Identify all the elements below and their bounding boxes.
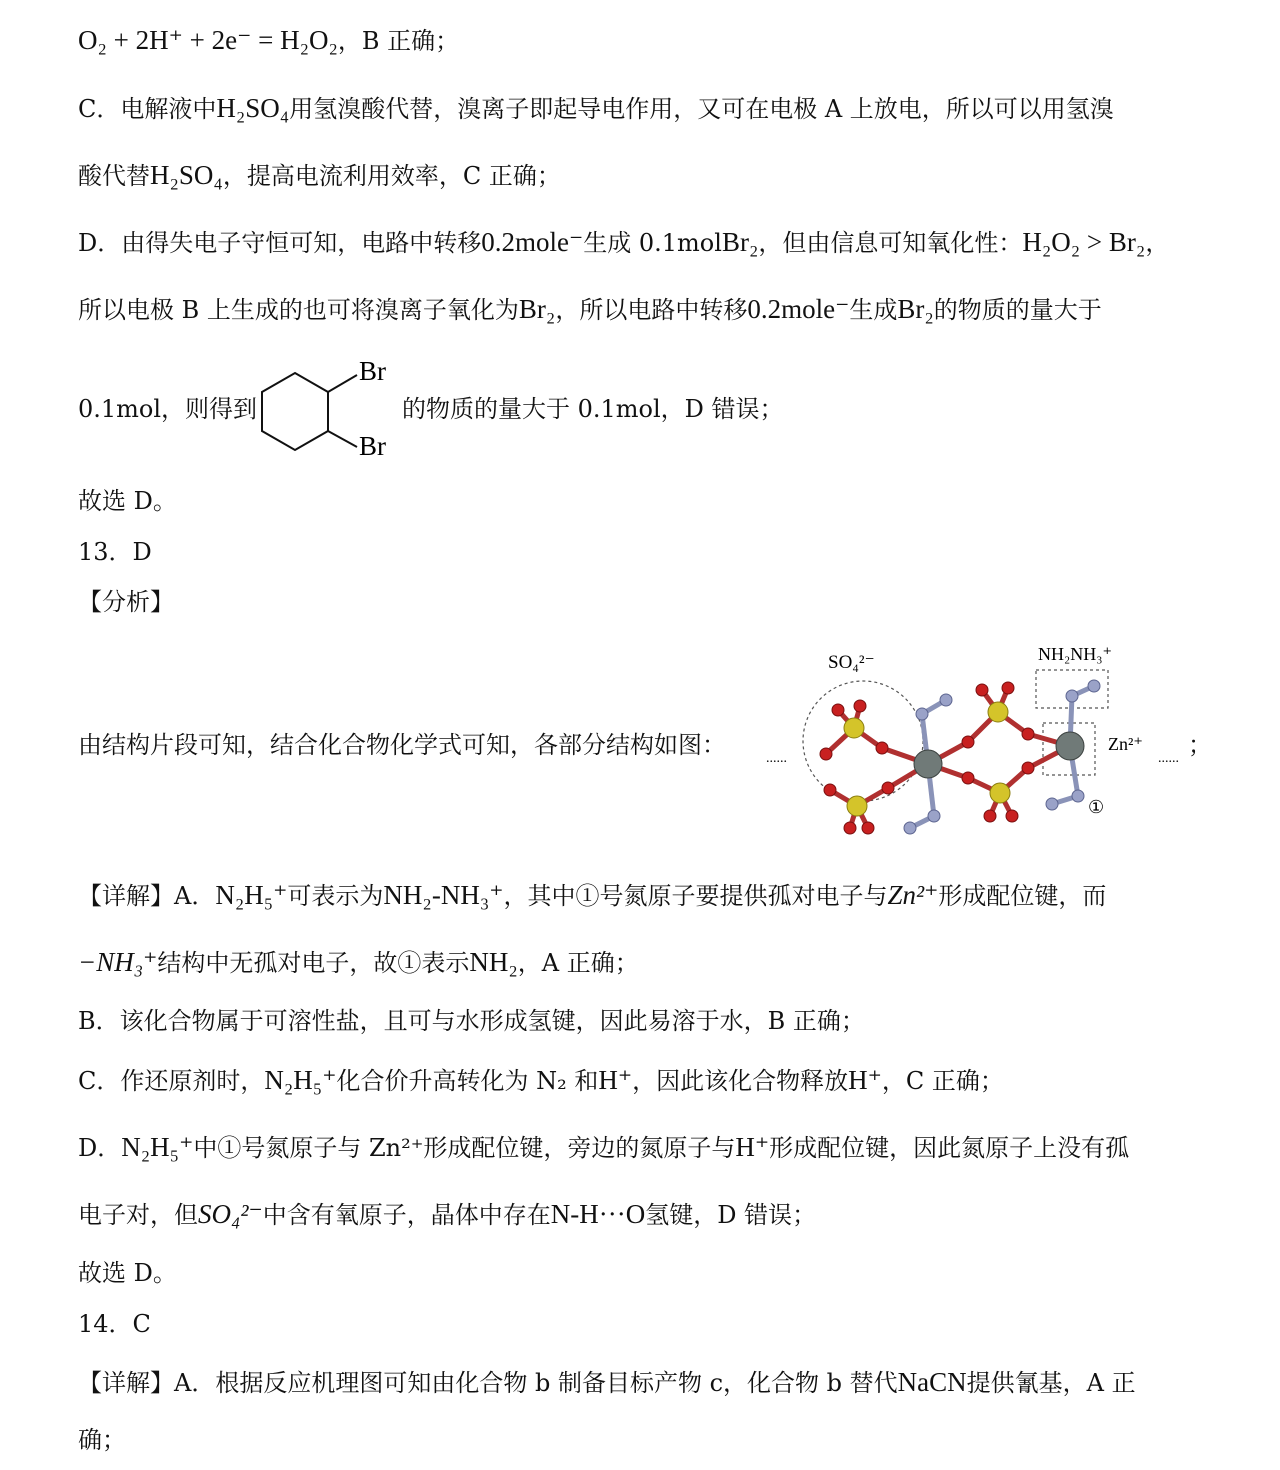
formula-h2so4: H₂SO₄ xyxy=(216,93,290,123)
text-span: 可表示为 xyxy=(287,882,384,910)
text-line-15 xyxy=(78,1131,1129,1164)
dibromocyclohexane-structure xyxy=(255,355,400,465)
formula-hydrogen-bond: N-H···O xyxy=(550,1199,646,1229)
text-span: 中①号氮原子与 Zn²⁺形成配位键，旁边的氮原子与 xyxy=(193,1134,736,1162)
crystal-structure-figure xyxy=(760,638,1180,850)
text-span: 【详解】A． xyxy=(78,882,216,910)
formula-so4: SO₄²⁻ xyxy=(198,1199,263,1229)
text-span: B．该化合物属于可溶性盐，且可与水形成氢键，因此易溶于水，B 正确； xyxy=(78,1007,865,1035)
text-span: 氢键，D 错误； xyxy=(645,1201,817,1229)
text-span: ，因此该化合物释放 xyxy=(632,1067,849,1095)
text-line-11 xyxy=(78,879,1106,912)
text-line-10 xyxy=(78,729,726,761)
text-line-14 xyxy=(78,1064,1004,1097)
formula-nh3plus: −NH₃⁺ xyxy=(78,947,158,977)
text-line-7 xyxy=(78,485,177,517)
analysis-heading xyxy=(78,586,174,618)
formula-h2so4: H₂SO₄ xyxy=(150,160,223,190)
text-span: ，A 正确； xyxy=(517,949,639,977)
text-span: 0.1mol，则得到 xyxy=(78,395,258,423)
zn-label: Zn²⁺ xyxy=(1108,734,1143,754)
text-line-5 xyxy=(78,293,1102,326)
text-line-4 xyxy=(78,226,1169,259)
text-span: 用氢溴酸代替，溴离子即起导电作用，又可在电极 A 上放电，所以可以用氢溴 xyxy=(289,95,1114,123)
formula-hplus: H⁺ xyxy=(848,1065,882,1095)
dots-left: ...... xyxy=(766,751,787,766)
formula-oxidizing-order: H₂O₂ > Br₂ xyxy=(1022,227,1146,257)
text-span: 提供氰基，A 正 xyxy=(966,1369,1136,1397)
text-span: 14．C xyxy=(78,1310,151,1338)
text-span: 13．D xyxy=(78,538,152,566)
text-span: 生成 0.1mol xyxy=(583,229,722,257)
text-span: ，C 正确； xyxy=(881,1067,1004,1095)
text-line-1 xyxy=(78,24,459,57)
equation-o2-reduction: O₂ + 2H⁺ + 2e⁻ = H₂O₂ xyxy=(78,25,338,55)
dots-right: ...... xyxy=(1158,751,1179,766)
text-span: D． xyxy=(78,1134,122,1162)
text-line-2 xyxy=(78,92,1114,125)
text-span: ； xyxy=(1188,731,1212,759)
text-span: ， xyxy=(1145,229,1170,257)
bromine-label-bottom: Br xyxy=(359,431,386,461)
text-span: 故选 D。 xyxy=(78,487,177,515)
text-span: 的物质的量大于 xyxy=(933,296,1102,324)
text-span: ，B 正确； xyxy=(337,27,460,55)
text-span: 【详解】A．根据反应机理图可知由化合物 b 制备目标产物 c，化合物 b 替代 xyxy=(78,1369,898,1397)
text-span: 化合价升高转化为 N₂ 和 xyxy=(336,1067,599,1095)
formula-electrons: 0.2mole⁻ xyxy=(481,227,584,257)
text-span: ，提高电流利用效率，C 正确； xyxy=(222,162,561,190)
text-span: 由结构片段可知，结合化合物化学式可知，各部分结构如图： xyxy=(78,731,726,759)
so4-dashed-circle xyxy=(803,681,923,801)
text-line-19 xyxy=(78,1366,1136,1399)
text-span: D．由得失电子守恒可知，电路中转移 xyxy=(78,229,482,257)
text-span: 的物质的量大于 0.1mol，D 错误； xyxy=(402,395,784,423)
text-span: 故选 D。 xyxy=(78,1259,177,1287)
formula-br2: Br₂ xyxy=(518,294,556,324)
nh2nh3-label: NH₂NH₃⁺ xyxy=(1038,644,1113,664)
text-line-6 xyxy=(78,393,257,425)
bond-br-top xyxy=(328,375,357,392)
text-line-16 xyxy=(78,1198,816,1231)
text-span: C．作还原剂时， xyxy=(78,1067,265,1095)
text-span: ，其中①号氮原子要提供孤对电子与 xyxy=(503,882,888,910)
text-span: ，但由信息可知氧化性： xyxy=(758,229,1023,257)
text-line-17 xyxy=(78,1257,177,1289)
text-line-3 xyxy=(78,159,561,192)
text-span: ，所以电路中转移 xyxy=(555,296,748,324)
text-span: 结构中无孤对电子，故①表示 xyxy=(157,949,470,977)
bond-br-bottom xyxy=(328,431,357,447)
formula-hplus: H⁺ xyxy=(598,1065,633,1095)
text-span: 形成配位键，而 xyxy=(938,882,1107,910)
question-14-answer xyxy=(78,1308,151,1340)
site-one-label: ① xyxy=(1088,797,1105,817)
text-span: 【分析】 xyxy=(78,588,174,616)
so4-label: SO₄²⁻ xyxy=(828,652,875,673)
text-span: 电子对，但 xyxy=(78,1201,198,1229)
formula-n2h5: N₂H₅⁺ xyxy=(215,880,288,910)
text-span: 中含有氧原子，晶体中存在 xyxy=(262,1201,551,1229)
text-span: 生成 xyxy=(849,296,898,324)
formula-br2: Br₂ xyxy=(897,294,934,324)
text-span: 形成配位键，因此氮原子上没有孤 xyxy=(769,1134,1130,1162)
text-line-6b xyxy=(402,393,784,425)
cyclohexane-ring xyxy=(262,373,328,450)
formula-nacn: NaCN xyxy=(897,1367,967,1397)
text-line-10-end xyxy=(1188,729,1212,761)
bromine-label-top: Br xyxy=(359,356,386,386)
text-line-12 xyxy=(78,946,639,979)
text-span: C．电解液中 xyxy=(78,95,217,123)
formula-n2h5: N₂H₅⁺ xyxy=(264,1065,337,1095)
text-line-20 xyxy=(78,1424,126,1456)
formula-n2h5: N₂H₅⁺ xyxy=(121,1132,194,1162)
text-span: 确； xyxy=(78,1426,126,1454)
formula-nh2: NH₂ xyxy=(469,947,518,977)
formula-electrons: 0.2mole⁻ xyxy=(747,294,850,324)
text-span: 酸代替 xyxy=(78,162,150,190)
formula-hplus: H⁺ xyxy=(735,1132,770,1162)
text-line-13 xyxy=(78,1005,865,1037)
formula-br2: Br₂ xyxy=(721,227,759,257)
question-13-answer xyxy=(78,536,152,568)
formula-nh2nh3: NH₂-NH₃⁺ xyxy=(383,880,504,910)
formula-zn2plus: Zn²⁺ xyxy=(887,880,939,910)
text-span: 所以电极 B 上生成的也可将溴离子氧化为 xyxy=(78,296,519,324)
